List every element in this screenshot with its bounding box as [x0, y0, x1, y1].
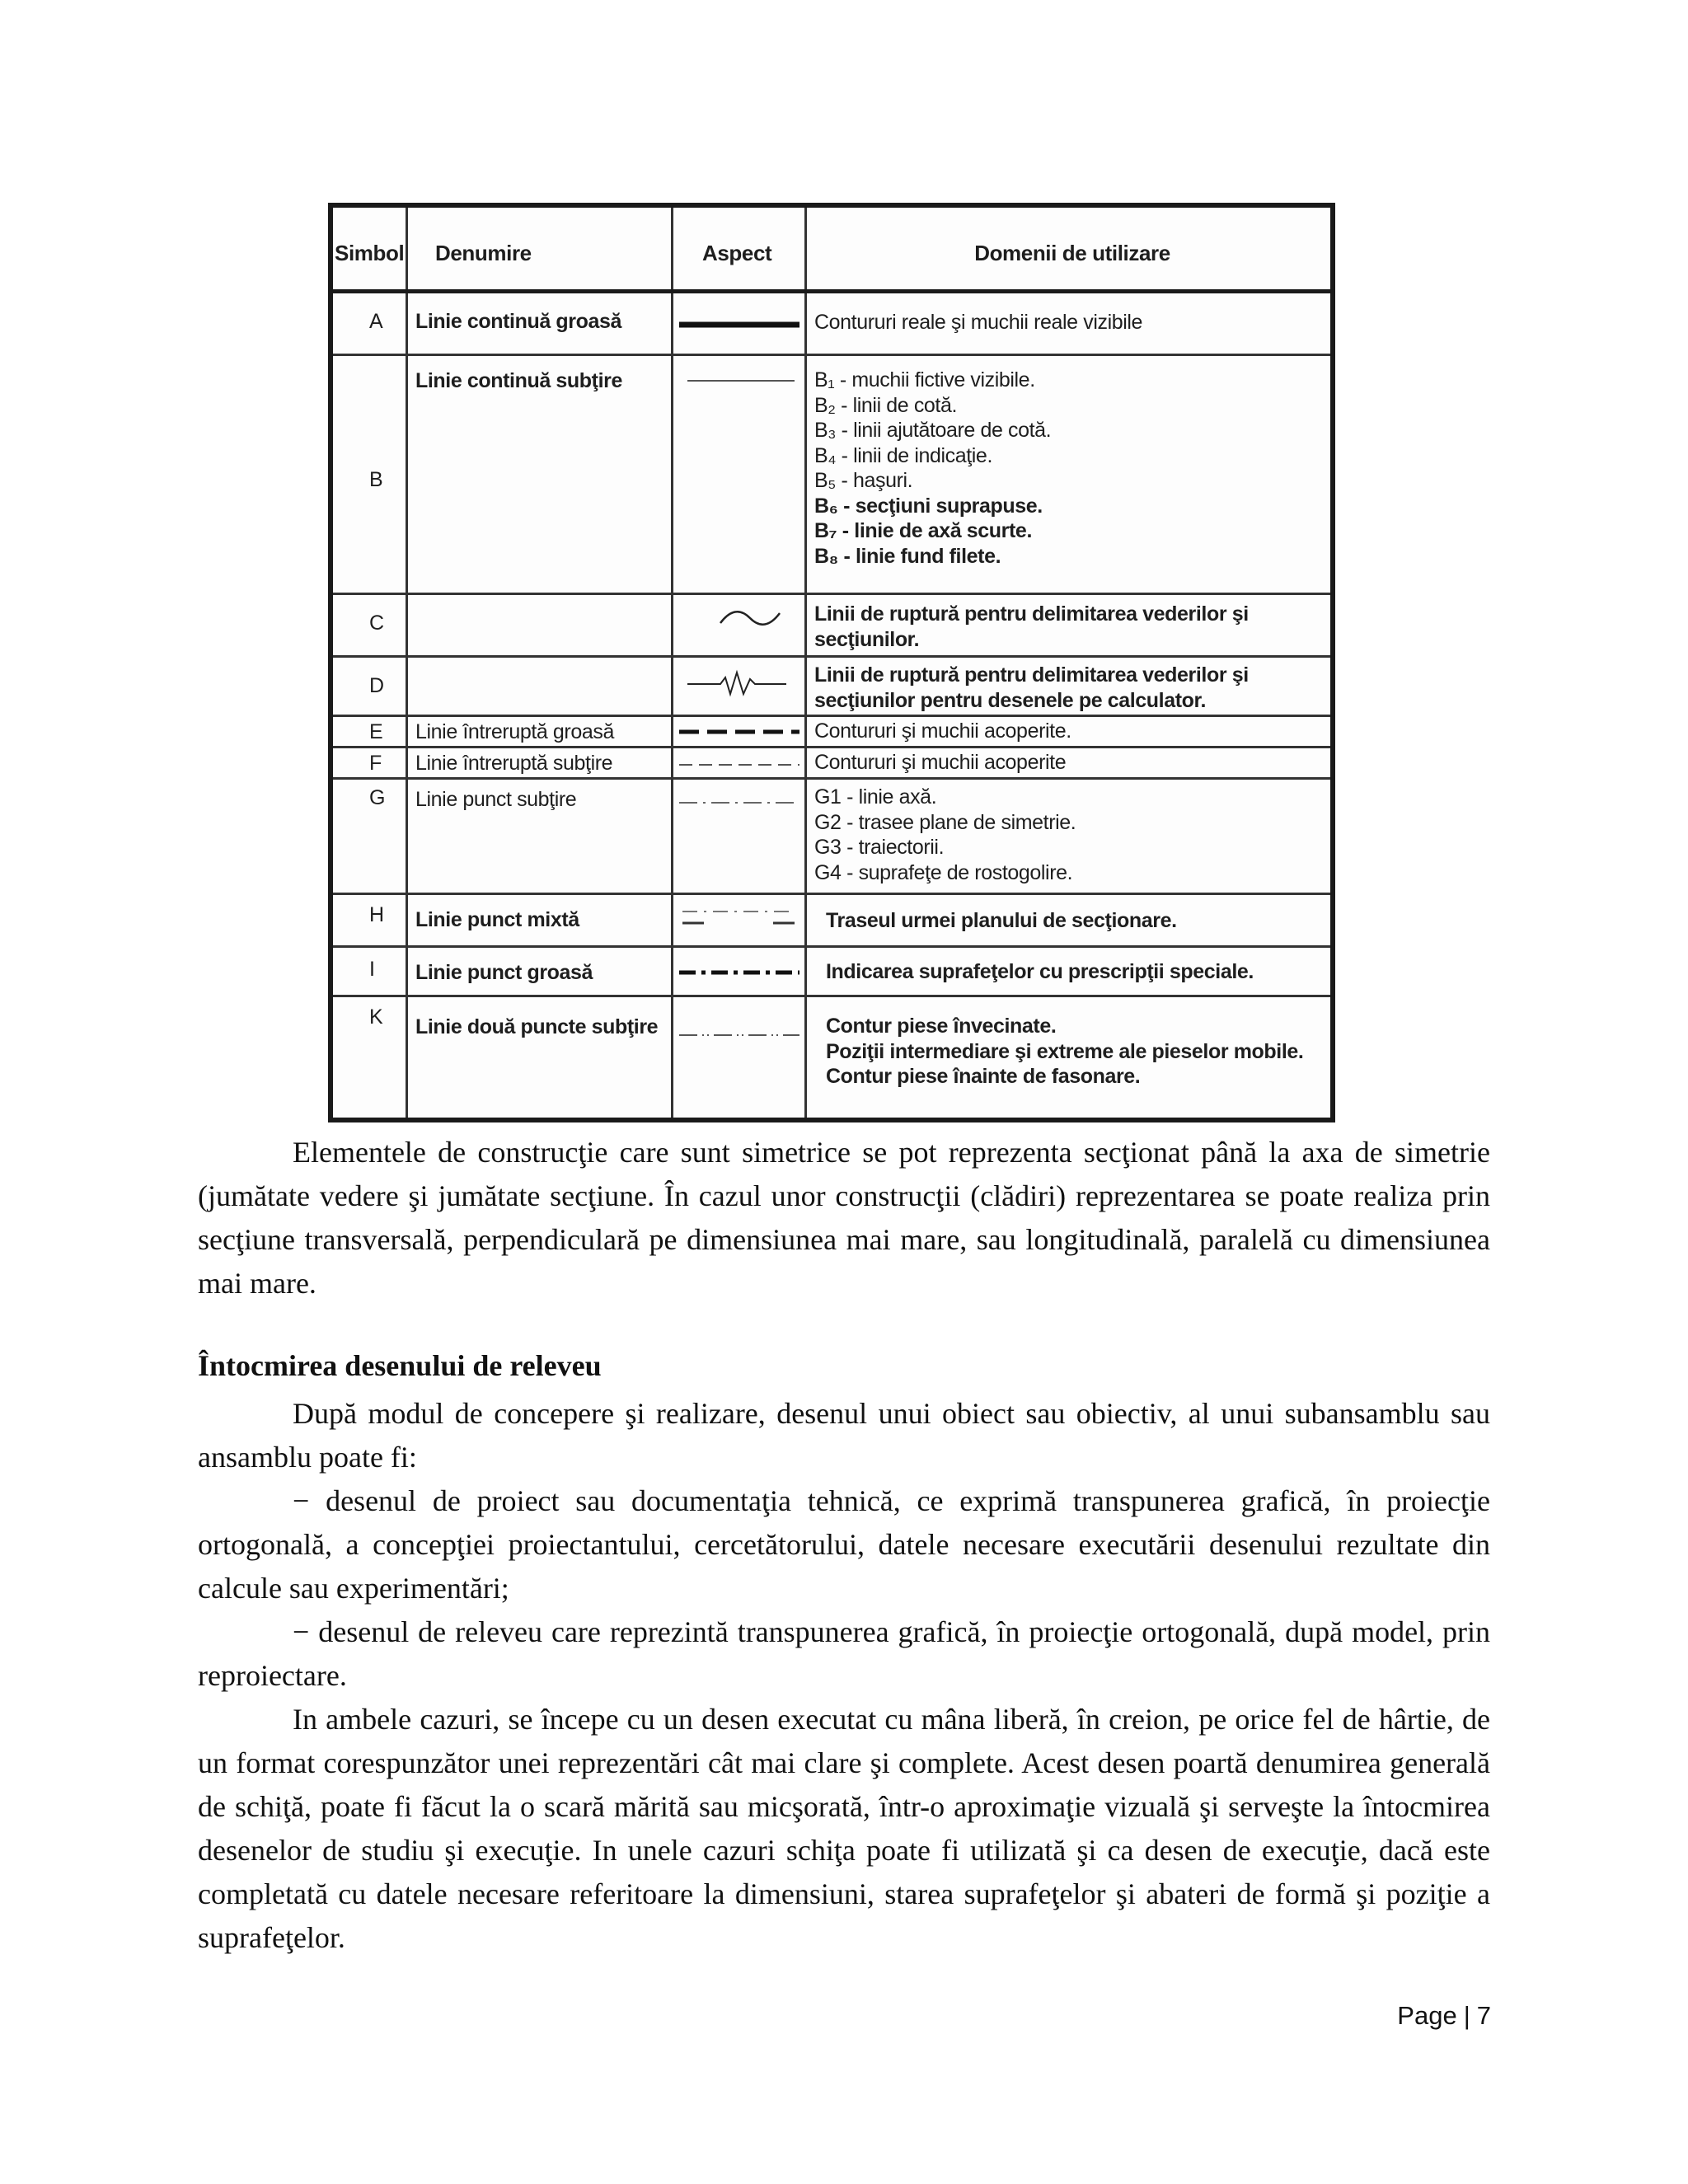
- row-name: Linie întreruptă subţire: [415, 752, 613, 775]
- domain-line: B₁ - muchii fictive vizibile.: [814, 368, 1035, 391]
- page-footer: [1397, 2001, 1491, 2031]
- domain-line: Indicarea suprafeţelor cu prescripţii speciale.: [826, 960, 1254, 983]
- row-symbol: I: [369, 958, 375, 981]
- thick-dash-dot-line-sample: [671, 948, 804, 997]
- domain-line: B₇ - linie de axă scurte.: [814, 519, 1032, 542]
- mixed-dash-dot-line-sample: [671, 895, 804, 948]
- row-name: Linie punct mixtă: [415, 908, 579, 931]
- domain-line: B₈ - linie fund filete.: [814, 544, 1001, 568]
- row-name: Linie continuă subţire: [415, 369, 622, 392]
- paragraph-drawing-types: [198, 1392, 1490, 1960]
- table-row: [333, 293, 1330, 356]
- paragraph-symmetry: Elementele de construcţie care sunt simetrice se pot reprezenta secţionat până la axa de simetrie (jumătate vedere şi jumătate secţiune. În cazul unor construcţii (clădiri) reprezentarea se poate realiza prin secţiune transversală, perpendiculară pe dimensiunea mai mare, sau longitudinală, paralelă cu dimensiunea mai mare.: [198, 1136, 1490, 1300]
- table-row: [333, 895, 1330, 948]
- table-row: [333, 356, 1330, 595]
- paragraph-sketch: In ambele cazuri, se începe cu un desen executat cu mâna liberă, în creion, pe orice fel de hârtie, de un format corespunzător unei reprezentări cât mai clare şi complete. Acest desen poartă denumirea generală de schiţă, poate fi făcut la o scară mărită sau micşorată, într-o aproximaţie vizuală şi serveşte la întocmirea desenelor de studiu şi execuţie. In unele cazuri schiţa poate fi utilizată şi ca desen de execuţie, dacă este completată cu datele necesare referitoare la dimensiuni, starea suprafeţelor şi abateri de formă şi poziţie a suprafeţelor.: [198, 1703, 1490, 1954]
- domain-line: G1 - linie axă.: [814, 785, 937, 808]
- table-row: [333, 997, 1330, 1118]
- thick-dashed-line-sample: [671, 717, 804, 748]
- row-symbol: B: [369, 468, 383, 491]
- domain-line: secţiunilor pentru desenele pe calculator.: [814, 688, 1207, 712]
- row-symbol: A: [369, 310, 383, 333]
- domain-line: B₂ - linii de cotă.: [814, 393, 958, 417]
- domain-line: G4 - suprafeţe de rostogolire.: [814, 860, 1073, 884]
- list-item: − desenul de proiect sau documentaţia tehnică, ce exprimă transpunerea grafică, în proiecţie ortogonală, a concepţiei proiectantului, cercetătorului, datele necesare executării desenului rezultate din calcule sau experimentări;: [198, 1484, 1490, 1605]
- row-symbol: G: [369, 786, 386, 809]
- zigzag-line-sample: [671, 658, 804, 717]
- domain-line: Contururi şi muchii acoperite.: [814, 719, 1071, 743]
- table-row: [333, 748, 1330, 780]
- row-symbol: K: [369, 1005, 383, 1029]
- domain-line: Contururi reale şi muchii reale vizibile: [814, 311, 1143, 334]
- thick-continuous-line-sample: [671, 293, 804, 356]
- row-symbol: E: [369, 720, 383, 743]
- table-row: [333, 948, 1330, 997]
- domain-line: Traseul urmei planului de secţionare.: [826, 909, 1177, 932]
- thin-dash-dot-line-sample: [671, 780, 804, 895]
- row-symbol: D: [369, 674, 384, 697]
- page-separator: |: [1463, 2001, 1470, 2030]
- table-row: [333, 658, 1330, 717]
- domain-line: G2 - trasee plane de simetrie.: [814, 810, 1076, 834]
- row-name: Linie continuă groasă: [415, 310, 621, 333]
- domain-line: Linii de ruptură pentru delimitarea vederilor şi: [814, 602, 1249, 626]
- row-symbol: F: [369, 752, 382, 775]
- list-item: − desenul de releveu care reprezintă transpunerea grafică, în proiecţie ortogonală, după model, prin reproiectare.: [198, 1615, 1490, 1692]
- row-name: Linie întreruptă groasă: [415, 720, 614, 743]
- page-label: Page: [1397, 2001, 1457, 2030]
- header-name: Denumire: [435, 241, 532, 265]
- row-symbol: C: [369, 612, 384, 635]
- page-number: 7: [1476, 2001, 1491, 2030]
- line-types-table: [328, 203, 1335, 1122]
- header-symbol: Simbol: [335, 241, 405, 265]
- domain-line: Linii de ruptură pentru delimitarea vederilor şi: [814, 663, 1249, 687]
- header-domains: Domenii de utilizare: [974, 241, 1170, 265]
- section-heading: Întocmirea desenului de releveu: [198, 1349, 602, 1382]
- table-row: [333, 780, 1330, 895]
- table-row: [333, 717, 1330, 748]
- domain-line: Contururi şi muchii acoperite: [814, 751, 1067, 774]
- domain-line: secţiunilor.: [814, 627, 920, 651]
- thin-dashed-line-sample: [671, 748, 804, 780]
- row-symbol: H: [369, 903, 384, 926]
- row-name: Linie punct subţire: [415, 788, 577, 811]
- wavy-line-sample: [671, 595, 804, 658]
- domain-line: Poziţii intermediare şi extreme ale pieselor mobile.: [826, 1039, 1304, 1063]
- thin-continuous-line-sample: [671, 356, 804, 595]
- domain-line: Contur piese învecinate.: [826, 1015, 1057, 1038]
- table-row: [333, 595, 1330, 658]
- table-header-row: [333, 208, 1330, 293]
- row-name: Linie punct groasă: [415, 961, 593, 984]
- header-aspect: Aspect: [702, 241, 772, 265]
- domain-line: B₄ - linii de indicaţie.: [814, 443, 992, 467]
- domain-line: G3 - traiectorii.: [814, 836, 945, 859]
- row-name: Linie două puncte subţire: [415, 1015, 659, 1038]
- paragraph-intro: După modul de concepere şi realizare, desenul unui obiect sau obiectiv, al unui subansamblu sau ansamblu poate fi:: [198, 1397, 1490, 1474]
- domain-line: Contur piese înainte de fasonare.: [826, 1065, 1141, 1088]
- domain-line: B₆ - secţiuni suprapuse.: [814, 494, 1043, 518]
- domain-line: B₃ - linii ajutătoare de cotă.: [814, 419, 1052, 442]
- domain-line: B₅ - haşuri.: [814, 469, 913, 492]
- thin-dash-double-dot-line-sample: [671, 997, 804, 1118]
